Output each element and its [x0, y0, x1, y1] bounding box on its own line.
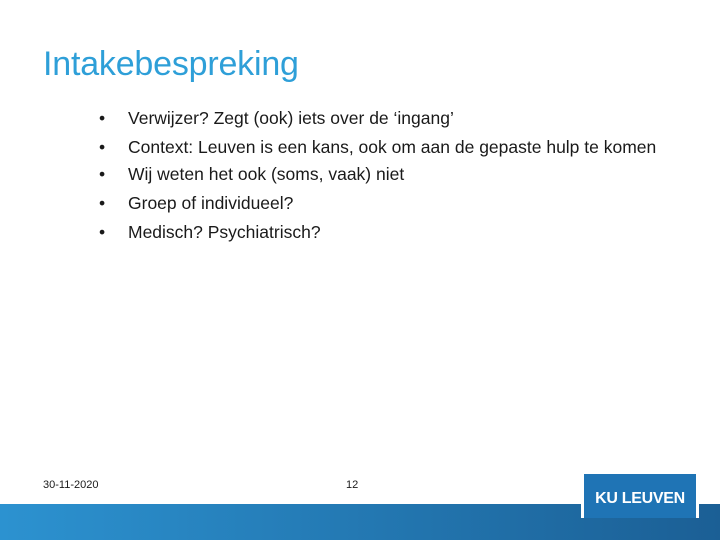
- bullet-text: Groep of individueel?: [128, 193, 294, 213]
- bullet-marker: •: [99, 164, 106, 184]
- footer-date: 30-11-2020: [43, 479, 99, 491]
- bullet-marker: •: [99, 222, 106, 242]
- slide-title: Intakebespreking: [43, 45, 299, 83]
- bullet-item: [97, 135, 687, 159]
- bullet-marker: •: [99, 137, 106, 157]
- bullet-item: [97, 106, 687, 130]
- bullet-item: [97, 162, 687, 186]
- bullet-item: [97, 191, 687, 215]
- logo-text: KU LEUVEN: [595, 490, 685, 507]
- page-number: 12: [346, 479, 359, 491]
- bullet-list: [97, 106, 687, 249]
- bullet-item: [97, 220, 687, 244]
- bullet-text: Verwijzer? Zegt (ook) iets over de ‘ingang’: [128, 108, 454, 128]
- bullet-marker: •: [99, 193, 106, 213]
- bullet-text: Context: Leuven is een kans, ook om aan de gepaste hulp te komen: [128, 137, 657, 157]
- bullet-marker: •: [99, 108, 106, 128]
- bullet-text: Wij weten het ook (soms, vaak) niet: [128, 164, 405, 184]
- bullet-text: Medisch? Psychiatrisch?: [128, 222, 321, 242]
- logo-frame: [581, 471, 699, 518]
